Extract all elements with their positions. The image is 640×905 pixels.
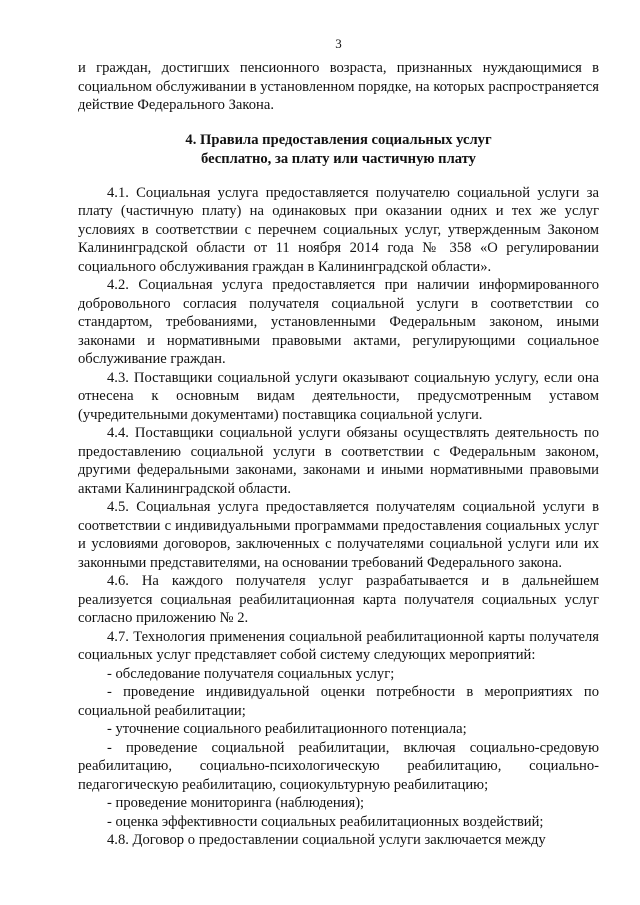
- measure-item-assessment: - проведение индивидуальной оценки потребности в мероприятиях по социальной реабилитации;: [78, 684, 599, 719]
- paragraph-4-4: 4.4. Поставщики социальной услуги обязаны осуществлять деятельность по предоставлению социальной услуги в соответствии с Федеральным законом, другими федеральными законами, законами и иными нормативными правовыми актами Калининградской области.: [78, 425, 599, 497]
- measure-item-potential: - уточнение социального реабилитационного потенциала;: [107, 721, 467, 737]
- paragraph-4-7: 4.7. Технология применения социальной реабилитационной карты получателя социальных услуг представляет собой систему следующих мероприятий:: [78, 628, 599, 663]
- page-number: 3: [335, 36, 342, 51]
- paragraph-4-2: 4.2. Социальная услуга предоставляется при наличии информированного добровольного согласия получателя социальной услуги в соответствии со стандартом, требованиями, установленными Федеральным законом, иными законами и нормативными правовыми актами, регулирующими социальное обслуживание граждан.: [78, 277, 599, 367]
- paragraph-4-8: 4.8. Договор о предоставлении социальной услуги заключается между: [107, 832, 546, 848]
- measure-item-monitoring: - проведение мониторинга (наблюдения);: [107, 795, 365, 811]
- paragraph-4-1: 4.1. Социальная услуга предоставляется получателю социальной услуги за плату (частичную плату) на одинаковых при оказании одних и тех же услуг условиях в соответствии с перечнем социальных услуг, утвержденным Законом Калининградской области от 11 ноября 2014 года № 358 «О регулировании социального обслуживания граждан в Калининградской области».: [78, 184, 599, 275]
- measure-item-evaluation: - оценка эффективности социальных реабилитационных воздействий;: [107, 813, 544, 830]
- section-heading-line-2: бесплатно, за плату или частичную плату: [201, 150, 476, 167]
- measure-item-rehabilitation: - проведение социальной реабилитации, включая социально-средовую реабилитацию, социально-психологическую реабилитацию, социально-педагогическую реабилитацию, социокультурную реабилитацию;: [78, 739, 599, 793]
- paragraph-4-6: 4.6. На каждого получателя услуг разрабатывается и в дальнейшем реализуется социальная реабилитационная карта получателя социальных услуг согласно приложению № 2.: [78, 573, 599, 626]
- measure-item-examination: - обследование получателя социальных услуг;: [107, 665, 395, 682]
- paragraph-4-5: 4.5. Социальная услуга предоставляется получателям социальной услуги в соответствии с индивидуальными программами предоставления социальных услуг и условиями договоров, заключенных с получателями социальной услуги или их законными представителями, на основании требований Федерального закона.: [78, 499, 599, 571]
- intro-paragraph: и граждан, достигших пенсионного возраста, признанных нуждающимися в социальном обслуживании в установленном порядке, на которых распространяется действие Федерального Закона.: [78, 60, 599, 113]
- section-heading: [78, 131, 599, 169]
- paragraph-4-3: 4.3. Поставщики социальной услуги оказывают социальную услугу, если она отнесена к основным видам деятельности, предусмотренным уставом (учредительными документами) поставщика социальной услуги.: [78, 369, 599, 423]
- section-heading-line-1: 4. Правила предоставления социальных услуг: [185, 131, 492, 148]
